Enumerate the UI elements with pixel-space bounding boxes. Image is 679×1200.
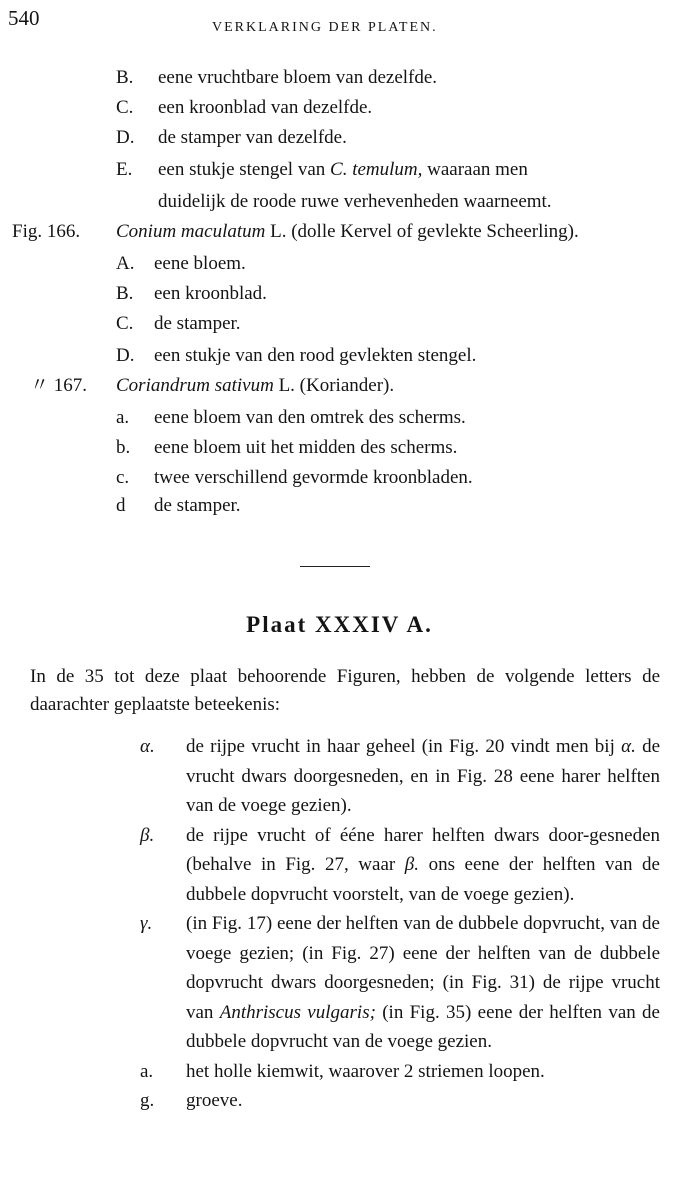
- item-label: D.: [116, 127, 135, 148]
- definition-symbol: γ.: [140, 913, 153, 934]
- item-label: b.: [116, 437, 131, 458]
- item-text-after: waaraan men: [422, 159, 528, 180]
- definition-text-part: de rijpe vrucht of ééne harer helften dwars door-gesneden (behalve in Fig. 27, waar: [186, 824, 660, 875]
- item-label: D.: [116, 345, 135, 366]
- definition-text-part: (in Fig. 35) eene der helften van de dubbele dopvrucht van de voege gezien.: [186, 1001, 660, 1052]
- definition-text-part: ons eene der helften van de dubbele dopvrucht voorstelt, van de voege gezien).: [186, 854, 660, 905]
- item-text: de stamper van dezelfde.: [158, 127, 347, 148]
- definitions-list: [140, 732, 660, 1116]
- species-name: Coriandrum sativum: [116, 375, 274, 396]
- definition-symbol: g.: [140, 1090, 155, 1111]
- item-label: E.: [116, 159, 133, 180]
- intro-paragraph: In de 35 tot deze plaat behoorende Figuren, hebben de volgende letters de daarachter geplaatste beteekenis:: [30, 666, 660, 715]
- item-text: twee verschillend gevormde kroonbladen.: [154, 467, 473, 488]
- running-title: VERKLARING DER PLATEN.: [212, 20, 438, 35]
- item-text: eene vruchtbare bloem van dezelfde.: [158, 67, 438, 88]
- item-text: een stukje van den rood gevlekten stengel.: [154, 345, 477, 366]
- definition-text: groeve.: [186, 1090, 243, 1111]
- item-text: eene bloem uit het midden des scherms.: [154, 437, 458, 458]
- item-label: A.: [116, 253, 135, 274]
- figure-number: 〃 167.: [30, 375, 88, 396]
- item-label: B.: [116, 67, 134, 88]
- figure-title-rest: L. (dolle Kervel of gevlekte Scheerling).: [265, 221, 579, 242]
- definition-beta: [140, 821, 660, 910]
- definition-text-part: de rijpe vrucht in haar geheel (in Fig. 20 vindt men bij: [186, 736, 622, 757]
- item-label: B.: [116, 283, 134, 304]
- item-text: een kroonblad.: [154, 283, 267, 304]
- definition-text: het holle kiemwit, waarover 2 striemen loopen.: [186, 1060, 545, 1082]
- item-label: a.: [116, 407, 130, 428]
- definition-g: [140, 1086, 660, 1116]
- species-name: Anthriscus vulgaris;: [219, 1001, 376, 1023]
- figure-title-rest: L. (Koriander).: [273, 375, 395, 396]
- definition-a: [140, 1057, 660, 1087]
- item-text: duidelijk de roode ruwe verhevenheden waarneemt.: [158, 191, 552, 212]
- definition-text: [186, 825, 660, 905]
- page-header: [8, 6, 667, 36]
- definition-text: [186, 913, 660, 1052]
- item-label: C.: [116, 97, 134, 118]
- item-text-before: een stukje stengel van: [158, 159, 331, 180]
- definition-text-part: de vrucht dwars doorgesneden, en in Fig. 28 eene harer helften van de voege gezien).: [186, 736, 661, 816]
- item-label: C.: [116, 313, 134, 334]
- figure-number: Fig. 166.: [12, 221, 81, 242]
- definition-alpha: [140, 732, 660, 821]
- definition-text: [186, 736, 660, 816]
- item-label: c.: [116, 467, 130, 488]
- inline-symbol: β.: [404, 854, 420, 875]
- definition-symbol: α.: [140, 736, 155, 757]
- inline-symbol: α.: [621, 736, 636, 757]
- definition-symbol: β.: [140, 824, 155, 846]
- definition-gamma: [140, 909, 660, 1057]
- species-name: C. temulum,: [330, 159, 423, 180]
- item-label: d: [116, 495, 126, 516]
- section-divider: [300, 566, 370, 567]
- item-text: een kroonblad van dezelfde.: [158, 97, 373, 118]
- figure-title: [116, 222, 579, 241]
- item-text: de stamper.: [154, 495, 241, 516]
- item-text: [158, 160, 528, 179]
- definition-text-part: (in Fig. 17) eene der helften van de dubbele dopvrucht, van de voege gezien; (in Fig. 27) eene der helften van de dubbele dopvrucht dwars doorgesneden; (in Fig. 31) de rijpe vrucht van: [186, 913, 660, 1023]
- item-text: eene bloem van den omtrek des scherms.: [154, 407, 466, 428]
- definition-symbol: a.: [140, 1060, 154, 1082]
- item-text: eene bloem.: [154, 253, 246, 274]
- figure-title: [116, 376, 394, 395]
- page-number: 540: [8, 6, 40, 30]
- plate-title: Plaat XXXIV A.: [246, 612, 433, 637]
- species-name: Conium maculatum: [116, 221, 266, 242]
- item-text: de stamper.: [154, 313, 241, 334]
